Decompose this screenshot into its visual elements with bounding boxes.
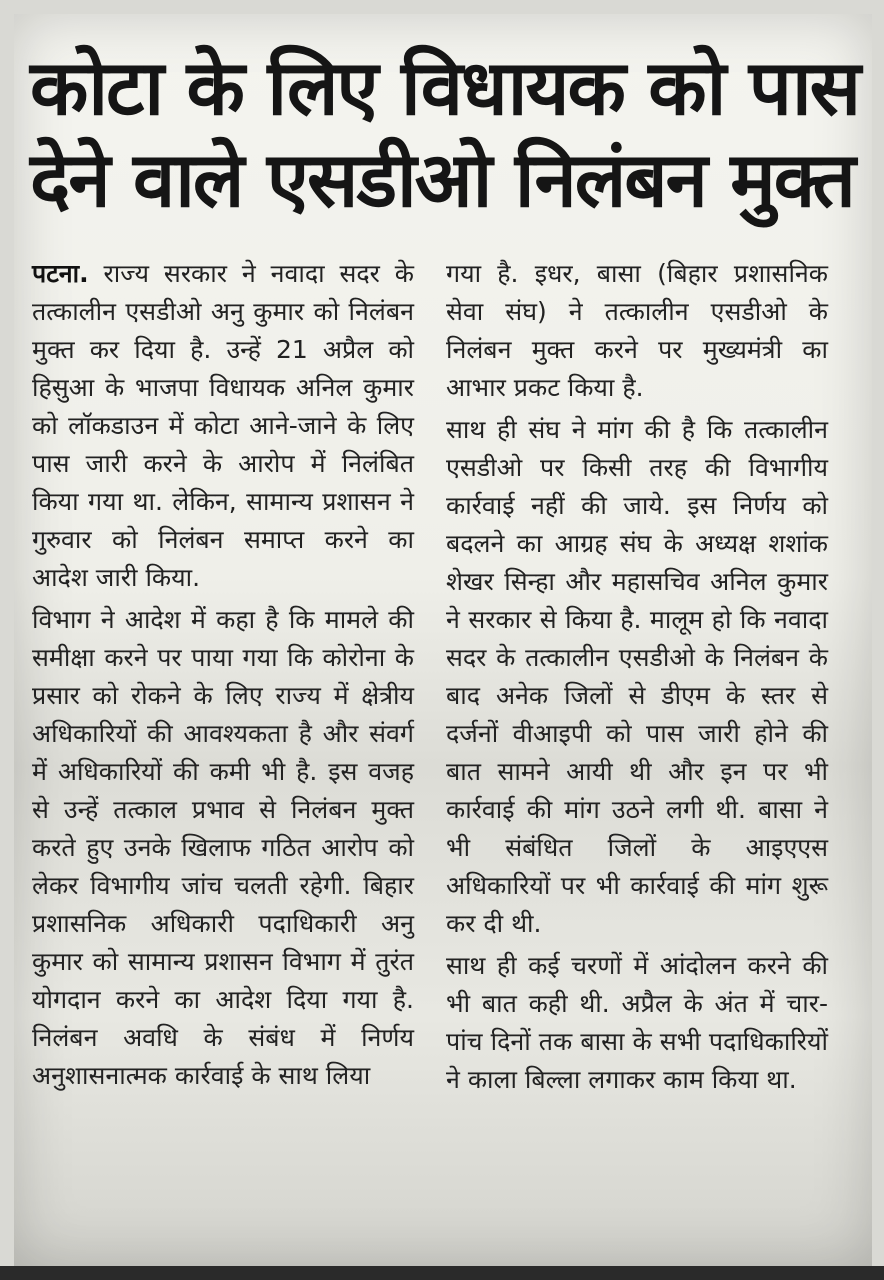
paragraph: विभाग ने आदेश में कहा है कि मामले की समीक्षा करने पर पाया गया कि कोरोना के प्रसार को रोकने के लिए राज्य में क्षेत्रीय अधिकारियों की आवश्यकता है और संवर्ग में अधिकारियों की कमी भी है. इस वजह से उन्हें तत्काल प्रभाव से निलंबन मुक्त करते हुए उनके खिलाफ गठित आरोप को लेकर विभागीय जांच चलती रहेगी. बिहार प्रशासनिक अधिकारी पदाधिकारी अनु कुमार को सामान्य प्रशासन विभाग में तुरंत योगदान करने का आदेश दिया गया है. निलंबन अवधि के संबंध में निर्णय अनुशासनात्मक कार्रवाई के साथ लिया — [32, 605, 414, 1090]
headline — [30, 42, 860, 226]
paragraph: साथ ही कई चरणों में आंदोलन करने की भी बात कही थी. अप्रैल के अंत में चार-पांच दिनों तक बासा के सभी पदाधिकारियों ने काला बिल्ला लगाकर काम किया था. — [446, 951, 828, 1094]
paragraph — [32, 255, 414, 597]
headline-line-1: कोटा के लिए विधायक को पास — [30, 43, 860, 132]
article-column-right — [446, 255, 828, 1103]
dateline: पटना. — [32, 259, 89, 288]
headline-line-2: देने वाले एसडीओ निलंबन मुक्त — [30, 135, 854, 224]
paragraph-text: राज्य सरकार ने नवादा सदर के तत्कालीन एसडीओ अनु कुमार को निलंबन मुक्त कर दिया है. उन्हें 21 अप्रैल को हिसुआ के भाजपा विधायक अनिल कुमार को लॉकडाउन में कोटा आने-जाने के लिए पास जारी करने के आरोप में निलंबित किया गया था. लेकिन, सामान्य प्रशासन ने गुरुवार को निलंबन समाप्त करने का आदेश जारी किया. — [32, 259, 414, 592]
page-edge — [0, 1266, 884, 1280]
paragraph: गया है. इधर, बासा (बिहार प्रशासनिक सेवा संघ) ने तत्कालीन एसडीओ के निलंबन मुक्त करने पर मुख्यमंत्री का आभार प्रकट किया है. — [446, 259, 828, 402]
article-column-left — [32, 255, 414, 1099]
paragraph: साथ ही संघ ने मांग की है कि तत्कालीन एसडीओ पर किसी तरह की विभागीय कार्रवाई नहीं की जाये. इस निर्णय को बदलने का आग्रह संघ के अध्यक्ष शशांक शेखर सिन्हा और महासचिव अनिल कुमार ने सरकार से किया है. मालूम हो कि नवादा सदर के तत्कालीन एसडीओ के निलंबन के बाद अनेक जिलों से डीएम के स्तर से दर्जनों वीआइपी को पास जारी होने की बात सामने आयी थी और इन पर भी कार्रवाई की मांग उठने लगी थी. बासा ने भी संबंधित जिलों के आइएएस अधिकारियों पर भी कार्रवाई की मांग शुरू कर दी थी. — [446, 415, 828, 938]
